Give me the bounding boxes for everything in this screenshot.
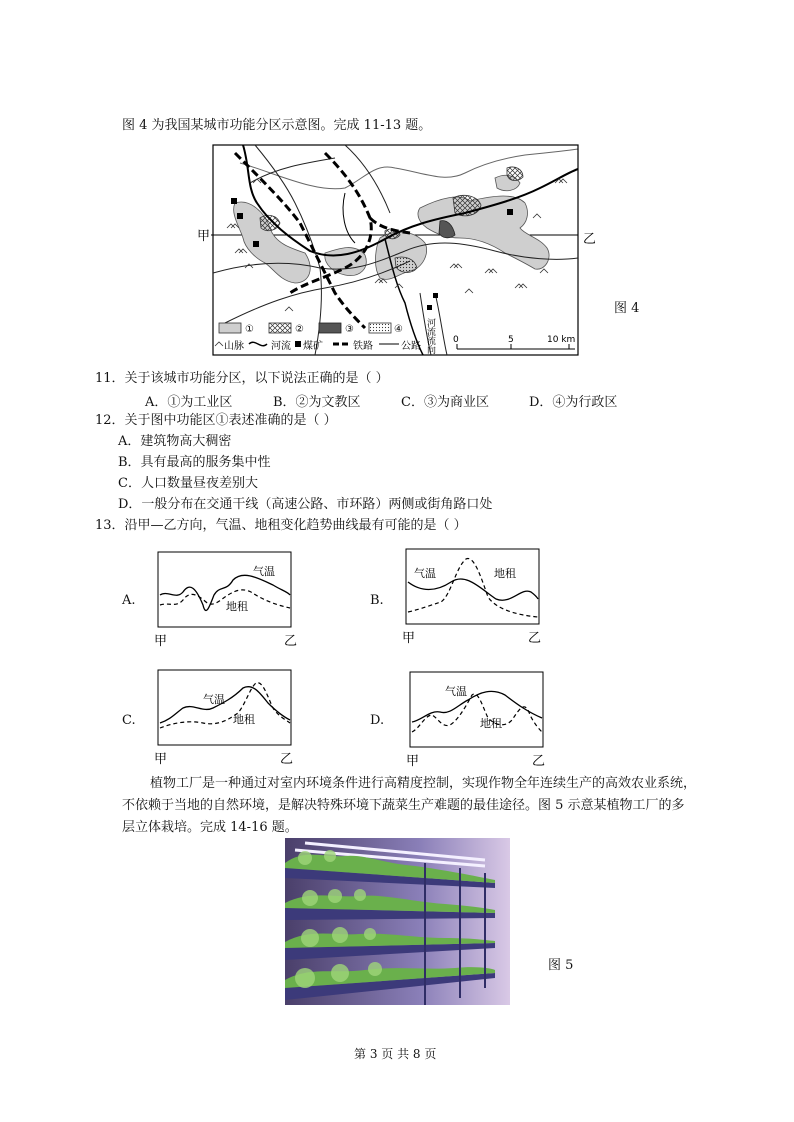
q13-option-d-letter[interactable]: D. (370, 713, 385, 728)
svg-text:公路: 公路 (401, 341, 421, 352)
fig5-caption: 图 5 (548, 958, 574, 973)
q13-chart-c (148, 668, 298, 768)
q12-option-b[interactable]: B．具有最高的服务集中性 (118, 455, 271, 470)
chart-a-temp-label: 气温 (253, 565, 275, 578)
chart-c-rent-label: 地租 (233, 713, 255, 726)
page-footer: 第 3 页 共 8 页 (354, 1047, 437, 1061)
q13-option-b-letter[interactable]: B. (370, 593, 384, 608)
fig4-intro: 图 4 为我国某城市功能分区示意图。完成 11-13 题。 (122, 118, 432, 133)
chart-a-jia: 甲 (154, 634, 168, 649)
q13-stem: 13．沿甲—乙方向，气温、地租变化趋势曲线最有可能的是（ ） (95, 518, 467, 533)
svg-text:③: ③ (345, 324, 354, 335)
q11-option-c[interactable]: C．③为商业区 (401, 395, 489, 410)
q13-option-c-letter[interactable]: C. (122, 713, 136, 728)
q11-option-b[interactable]: B．②为文教区 (273, 395, 361, 410)
city-function-map (195, 143, 595, 363)
svg-text:④: ④ (394, 324, 403, 335)
svg-text:0: 0 (453, 335, 459, 345)
flow-direction-label: 河流流向 (425, 318, 435, 354)
svg-text:10 km: 10 km (547, 335, 576, 345)
chart-b-temp-line (408, 579, 538, 600)
svg-text:河流: 河流 (271, 341, 291, 352)
svg-text:煤矿: 煤矿 (303, 341, 323, 352)
chart-b-temp-label: 气温 (414, 567, 436, 580)
q13-option-a-letter[interactable]: A. (122, 593, 136, 608)
svg-text:5: 5 (508, 335, 514, 345)
chart-c-temp-label: 气温 (203, 693, 225, 706)
chart-c-yi: 乙 (280, 752, 294, 767)
q11-options (145, 391, 657, 410)
chart-b-rent-label: 地租 (494, 567, 516, 580)
svg-text:铁路: 铁路 (353, 341, 373, 352)
svg-text:山脉: 山脉 (224, 341, 244, 352)
q11-option-d[interactable]: D．④为行政区 (529, 395, 618, 410)
chart-c-jia: 甲 (154, 752, 168, 767)
map-label-yi: 乙 (583, 232, 595, 247)
chart-a-temp-line (160, 575, 290, 610)
q13-chart-d (400, 670, 550, 770)
q11-stem: 11．关于该城市功能分区，以下说法正确的是（ ） (95, 371, 389, 386)
chart-c-temp-line (160, 687, 290, 723)
chart-a-yi: 乙 (284, 634, 298, 649)
chart-d-yi: 乙 (532, 754, 546, 769)
q12-option-d[interactable]: D．一般分布在交通干线（高速公路、市环路）两侧或街角路口处 (118, 497, 493, 512)
fig4-caption: 图 4 (614, 301, 640, 316)
svg-text:②: ② (295, 324, 304, 335)
map-label-jia: 甲 (197, 229, 211, 244)
q12-option-c[interactable]: C．人口数量昼夜差别大 (118, 476, 258, 491)
chart-a-rent-label: 地租 (226, 600, 248, 613)
chart-d-temp-label: 气温 (445, 685, 467, 698)
q12-option-a[interactable]: A．建筑物高大稠密 (118, 434, 232, 449)
chart-d-jia: 甲 (406, 754, 420, 769)
q11-option-a[interactable]: A．①为工业区 (145, 395, 233, 410)
svg-text:①: ① (245, 324, 254, 335)
plant-factory-photo (285, 838, 510, 1005)
chart-a-rent-line (160, 590, 290, 608)
chart-b-yi: 乙 (528, 631, 542, 646)
q13-chart-a (148, 550, 298, 650)
q12-stem: 12．关于图中功能区①表述准确的是（ ） (95, 413, 337, 428)
q13-chart-b (396, 547, 546, 647)
chart-d-rent-label: 地租 (480, 717, 502, 730)
plant-factory-paragraph: 植物工厂是一种通过对室内环境条件进行高精度控制，实现作物全年连续生产的高效农业系统，不依赖于当地的自然环境，是解决特殊环境下蔬菜生产难题的最佳途径。图 5 示意某植物工厂的多层立体栽培。完成 14-16 题。 (122, 776, 697, 835)
chart-b-jia: 甲 (402, 631, 416, 646)
